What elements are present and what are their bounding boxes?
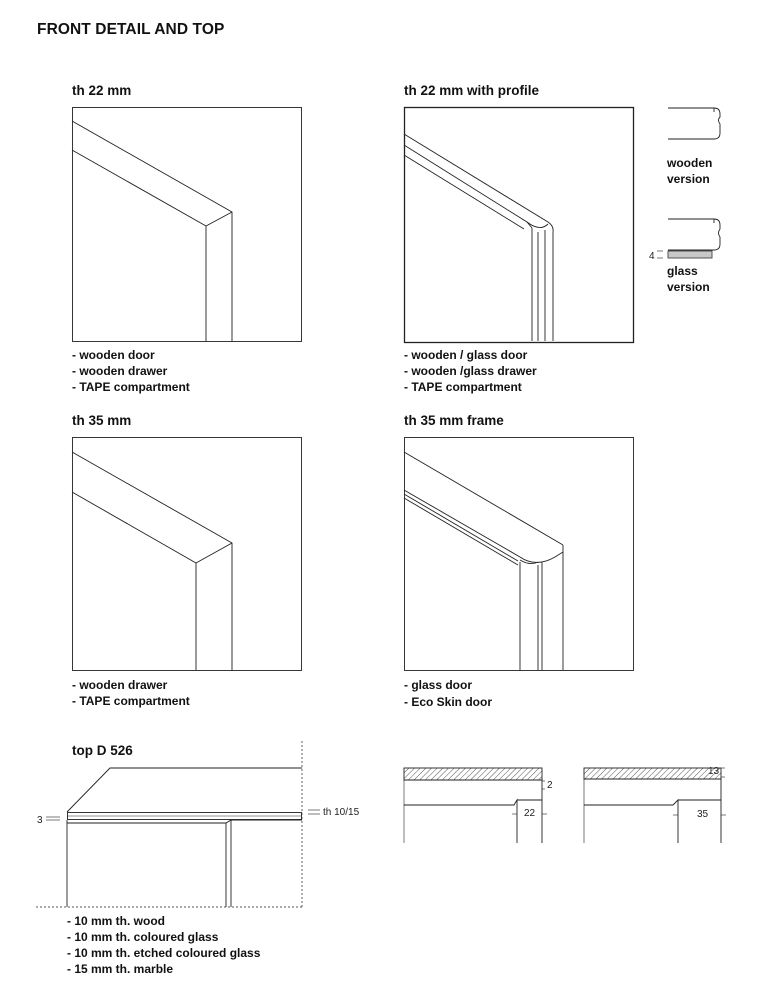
panel-th35-drawing — [72, 438, 302, 671]
page-title: FRONT DETAIL AND TOP — [37, 21, 225, 38]
top-dim-right: th 10/15 — [323, 807, 360, 818]
section-22-drawing — [404, 768, 547, 843]
section-a-width-dim: 22 — [524, 808, 536, 819]
section-b-width-dim: 35 — [697, 809, 709, 820]
section-35-drawing — [584, 768, 726, 843]
list-item: - 10 mm th. wood — [67, 914, 166, 928]
glass-thickness-dim: 4 — [649, 251, 655, 262]
list-item: - TAPE compartment — [72, 694, 190, 708]
panel-title-th35-frame: th 35 mm frame — [404, 413, 504, 428]
glass-version-label: glass version — [667, 264, 710, 294]
list-item: - 10 mm th. coloured glass — [67, 930, 219, 944]
panel-title-th22: th 22 mm — [72, 83, 132, 98]
list-item: - glass door — [404, 678, 473, 692]
profile-glass-section — [657, 219, 720, 258]
panel-th22-profile-drawing — [404, 108, 634, 343]
list-item: - 15 mm th. marble — [67, 962, 174, 976]
list-item: - 10 mm th. etched coloured glass — [67, 946, 261, 960]
profile-wooden-section — [668, 108, 720, 139]
list-item: - Eco Skin door — [404, 695, 493, 709]
list-item: - wooden drawer — [72, 678, 168, 692]
panel-th35-frame-drawing — [404, 438, 634, 671]
section-a-top-dim: 2 — [547, 780, 553, 791]
list-item: - wooden /glass drawer — [404, 364, 537, 378]
list-item: - TAPE compartment — [72, 380, 190, 394]
wooden-version-label: wooden version — [667, 156, 713, 186]
top-d526-drawing — [36, 741, 320, 907]
panel-th22-drawing — [72, 108, 302, 342]
list-item: - wooden door — [72, 348, 155, 362]
top-title: top D 526 — [72, 743, 133, 758]
list-item: - wooden / glass door — [404, 348, 528, 362]
panel-title-th35: th 35 mm — [72, 413, 132, 428]
panel-title-th22-profile: th 22 mm with profile — [404, 83, 540, 98]
list-item: - TAPE compartment — [404, 380, 522, 394]
top-dim-left: 3 — [37, 815, 43, 826]
list-item: - wooden drawer — [72, 364, 168, 378]
